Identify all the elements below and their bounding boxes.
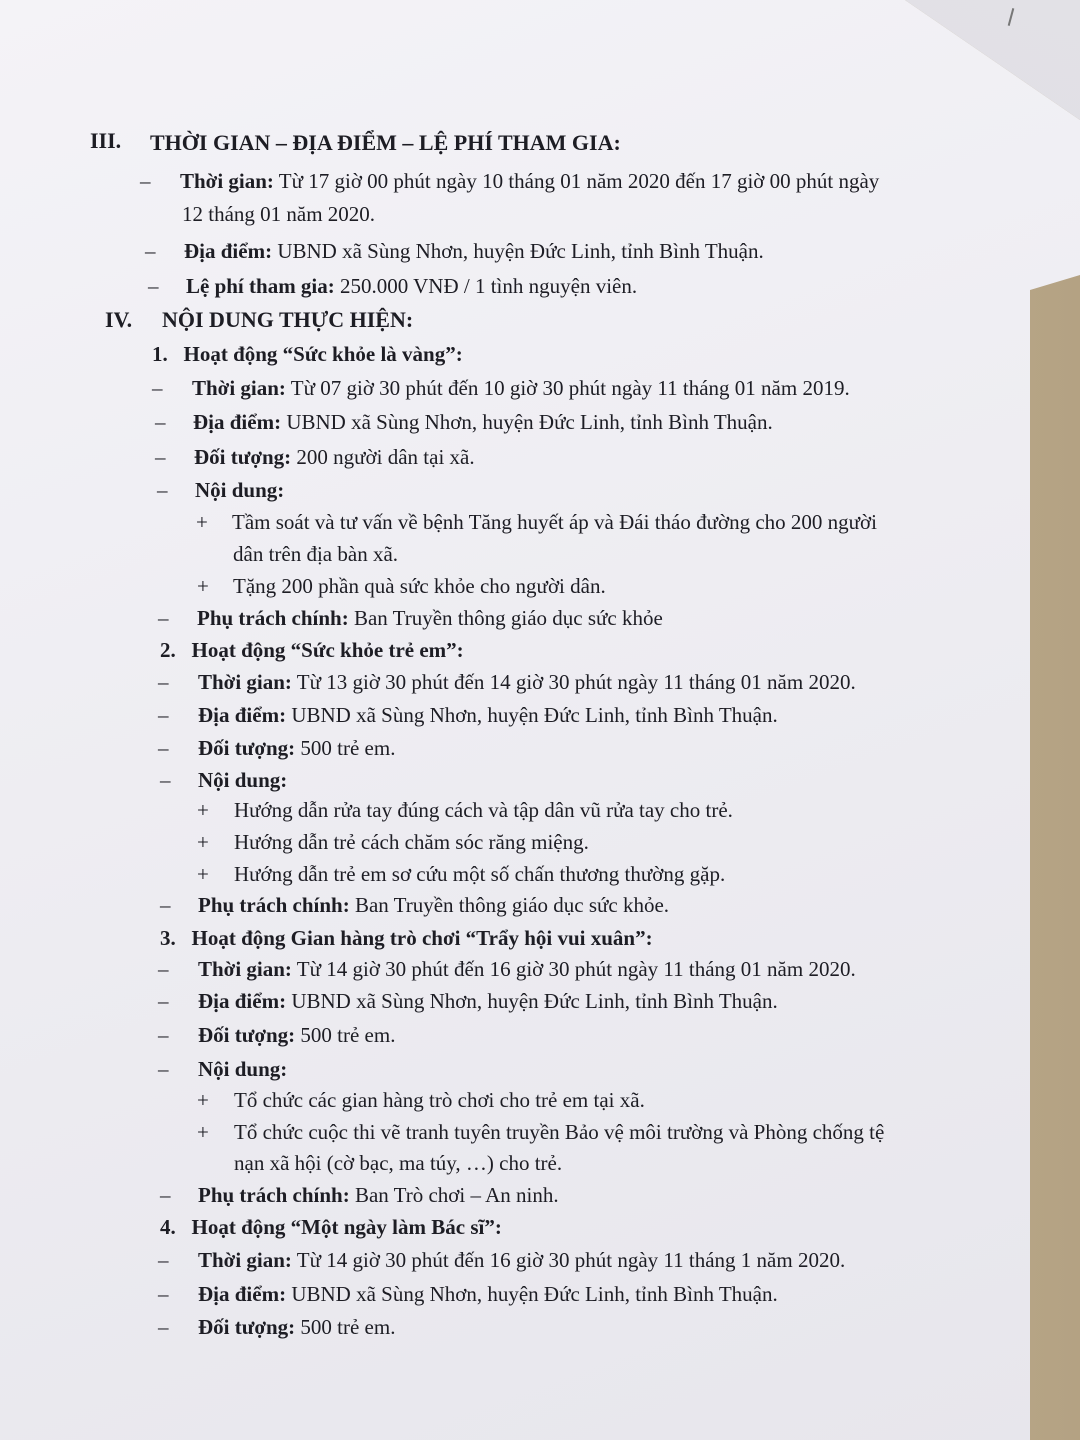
a2-time-row: [198, 669, 856, 695]
a2-content-label: [198, 767, 287, 793]
bullet-dash: –: [160, 893, 171, 917]
bullet-plus: +: [196, 510, 208, 534]
bullet-dash: –: [158, 1315, 169, 1339]
bullet-dash: –: [158, 989, 169, 1013]
activity-title: Hoạt động “Một ngày làm Bác sĩ”:: [191, 1215, 502, 1239]
activity-2-header: [160, 637, 464, 663]
bullet-dash: –: [158, 1023, 169, 1047]
a2-place-value: UBND xã Sùng Nhơn, huyện Đức Linh, tỉnh Bình Thuận.: [291, 703, 778, 727]
section-3-title: THỜI GIAN – ĐỊA ĐIỂM – LỆ PHÍ THAM GIA:: [150, 130, 621, 155]
bullet-dash: –: [160, 1183, 171, 1207]
a2-place-row: [198, 702, 778, 728]
a3-time-label: Thời gian:: [198, 957, 292, 981]
s3-time-value: Từ 17 giờ 00 phút ngày 10 tháng 01 năm 2020 đến 17 giờ 00 phút ngày: [278, 169, 880, 193]
activity-4-header: [160, 1214, 502, 1240]
activity-1-header: [152, 341, 463, 367]
a1-lead-label: Phụ trách chính:: [197, 606, 349, 630]
bullet-plus: +: [197, 798, 209, 822]
s3-fee-label: Lệ phí tham gia:: [186, 274, 335, 298]
bullet-plus: +: [197, 830, 209, 854]
bullet-dash: –: [158, 1248, 169, 1272]
a4-time-row: [198, 1247, 845, 1273]
a1-target-value: 200 người dân tại xã.: [296, 445, 475, 469]
activity-title: Hoạt động “Sức khỏe là vàng”:: [183, 342, 463, 366]
bullet-plus: +: [197, 574, 209, 598]
a1-lead-value: Ban Truyền thông giáo dục sức khỏe: [353, 606, 663, 630]
s3-place-label: Địa điểm:: [184, 239, 273, 263]
a2-target-label: Đối tượng:: [198, 736, 296, 760]
a1-content-item: Tặng 200 phần quà sức khỏe cho người dân.: [233, 574, 606, 598]
a2-content-item: Hướng dẫn trẻ cách chăm sóc răng miệng.: [234, 830, 589, 854]
bullet-plus: +: [197, 862, 209, 886]
s3-time-label: Thời gian:: [180, 169, 274, 193]
a1-lead-row: [197, 605, 663, 631]
a2-target-value: 500 trẻ em.: [300, 736, 396, 760]
a1-content-label: [195, 477, 284, 503]
bullet-dash: –: [145, 239, 156, 263]
a4-target-row: [198, 1314, 395, 1340]
bullet-dash: –: [140, 169, 151, 193]
a2-target-row: [198, 735, 395, 761]
a4-place-label: Địa điểm:: [198, 1282, 287, 1306]
a4-target-value: 500 trẻ em.: [300, 1315, 396, 1339]
a3-lead-label: Phụ trách chính:: [198, 1183, 350, 1207]
a1-target-label: Đối tượng:: [194, 445, 292, 469]
a3-content-item: nạn xã hội (cờ bạc, ma túy, …) cho trẻ.: [234, 1151, 563, 1175]
bullet-dash: –: [155, 445, 166, 469]
a2-content-item: Hướng dẫn trẻ em sơ cứu một số chấn thương thường gặp.: [234, 862, 726, 886]
bullet-dash: –: [148, 274, 159, 298]
a1-content-item: dân trên địa bàn xã.: [233, 542, 399, 566]
a2-lead-row: [198, 892, 669, 918]
a1-place-label: Địa điểm:: [193, 410, 282, 434]
a3-time-value: Từ 14 giờ 30 phút đến 16 giờ 30 phút ngày 11 tháng 01 năm 2020.: [296, 957, 856, 981]
s3-fee-row: [186, 273, 637, 299]
a4-time-label: Thời gian:: [198, 1248, 292, 1272]
s3-fee-value: 250.000 VNĐ / 1 tình nguyện viên.: [340, 274, 638, 298]
a2-content-item: Hướng dẫn rửa tay đúng cách và tập dân vũ rửa tay cho trẻ.: [234, 798, 733, 822]
a4-place-value: UBND xã Sùng Nhơn, huyện Đức Linh, tỉnh Bình Thuận.: [291, 1282, 778, 1306]
a1-target-row: [194, 444, 475, 470]
bullet-dash: –: [158, 736, 169, 760]
activity-title: Hoạt động “Sức khỏe trẻ em”:: [191, 638, 464, 662]
bullet-dash: –: [155, 410, 166, 434]
bullet-dash: –: [158, 1057, 169, 1081]
a1-time-value: Từ 07 giờ 30 phút đến 10 giờ 30 phút ngày 11 tháng 01 năm 2019.: [290, 376, 850, 400]
bullet-dash: –: [158, 670, 169, 694]
section-4-number: IV.: [105, 307, 133, 332]
s3-place-row: [184, 238, 764, 264]
a4-place-row: [198, 1281, 778, 1307]
a1-time-row: [192, 375, 850, 401]
a1-place-row: [193, 409, 773, 435]
a3-lead-value: Ban Trò chơi – An ninh.: [354, 1183, 559, 1207]
bullet-dash: –: [158, 606, 169, 630]
bullet-plus: +: [197, 1088, 209, 1112]
activity-title: Hoạt động Gian hàng trò chơi “Trẩy hội vui xuân”:: [191, 926, 653, 950]
a3-content-item: Tổ chức các gian hàng trò chơi cho trẻ em tại xã.: [234, 1088, 645, 1112]
bullet-dash: –: [158, 1282, 169, 1306]
section-4-title: NỘI DUNG THỰC HIỆN:: [162, 307, 414, 332]
a2-lead-value: Ban Truyền thông giáo dục sức khỏe.: [354, 893, 670, 917]
bullet-dash: –: [160, 768, 171, 792]
a3-time-row: [198, 956, 856, 982]
a2-content-label-text: Nội dung:: [198, 768, 288, 792]
bullet-dash: –: [152, 376, 163, 400]
a2-lead-label: Phụ trách chính:: [198, 893, 350, 917]
a3-target-row: [198, 1022, 395, 1048]
a3-place-value: UBND xã Sùng Nhơn, huyện Đức Linh, tỉnh Bình Thuận.: [291, 989, 778, 1013]
bullet-dash: –: [158, 703, 169, 727]
activity-number: 1.: [152, 342, 168, 366]
s3-place-value: UBND xã Sùng Nhơn, huyện Đức Linh, tỉnh Bình Thuận.: [277, 239, 764, 263]
a2-time-value: Từ 13 giờ 30 phút đến 14 giờ 30 phút ngày 11 tháng 01 năm 2020.: [296, 670, 856, 694]
bullet-plus: +: [197, 1120, 209, 1144]
a1-content-label-text: Nội dung:: [195, 478, 285, 502]
a3-place-row: [198, 988, 778, 1014]
activity-number: 3.: [160, 926, 176, 950]
a3-content-item: Tổ chức cuộc thi vẽ tranh tuyên truyền Bảo vệ môi trường và Phòng chống tệ: [234, 1120, 885, 1144]
a4-target-label: Đối tượng:: [198, 1315, 296, 1339]
activity-number: 4.: [160, 1215, 176, 1239]
a1-place-value: UBND xã Sùng Nhơn, huyện Đức Linh, tỉnh Bình Thuận.: [286, 410, 773, 434]
activity-number: 2.: [160, 638, 176, 662]
a3-target-label: Đối tượng:: [198, 1023, 296, 1047]
a3-content-label: [198, 1056, 287, 1082]
a3-target-value: 500 trẻ em.: [300, 1023, 396, 1047]
a2-place-label: Địa điểm:: [198, 703, 287, 727]
section-3-number: III.: [90, 128, 122, 153]
a3-place-label: Địa điểm:: [198, 989, 287, 1013]
a1-content-item: Tầm soát và tư vấn về bệnh Tăng huyết áp và Đái tháo đường cho 200 người: [232, 510, 877, 534]
a1-time-label: Thời gian:: [192, 376, 286, 400]
s3-time-cont: 12 tháng 01 năm 2020.: [182, 202, 376, 226]
a2-time-label: Thời gian:: [198, 670, 292, 694]
a3-lead-row: [198, 1182, 559, 1208]
a4-time-value: Từ 14 giờ 30 phút đến 16 giờ 30 phút ngày 11 tháng 1 năm 2020.: [296, 1248, 846, 1272]
bullet-dash: –: [157, 478, 168, 502]
a3-content-label-text: Nội dung:: [198, 1057, 288, 1081]
activity-3-header: [160, 925, 653, 951]
s3-time-row: [180, 168, 879, 194]
bullet-dash: –: [158, 957, 169, 981]
